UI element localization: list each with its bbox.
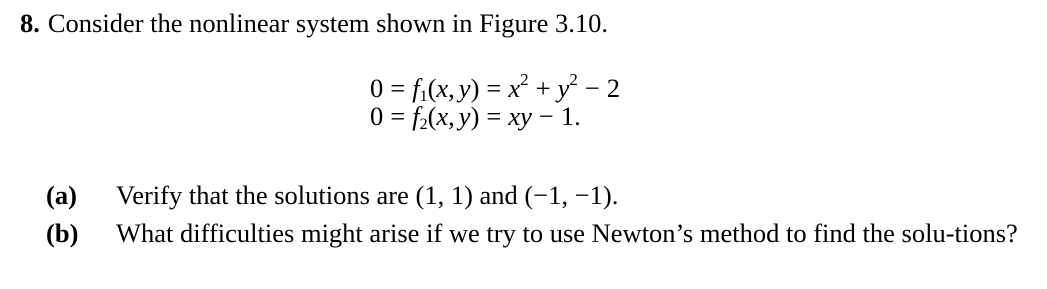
equation-2-func: f (412, 101, 420, 131)
equation-2-rhs: xy − 1. (508, 101, 581, 131)
equation-1-args: (x, y) (427, 73, 480, 103)
problem-block (20, 0, 1030, 289)
equation-2-func-sub: 2 (419, 116, 428, 133)
part-b (46, 216, 1026, 250)
part-a-label: (a) (46, 180, 77, 210)
part-b-label: (b) (46, 218, 79, 248)
part-b-text: What difficulties might arise if we try to use Newton’s method to find the solu-tions? (116, 218, 1018, 248)
part-a (46, 178, 1026, 212)
problem-parts (46, 178, 1026, 254)
part-a-text: Verify that the solutions are (1, 1) and (−1, −1). (116, 180, 619, 210)
equation-1-func: f (412, 73, 420, 103)
equation-2-args: (x, y) (427, 101, 480, 131)
equation-system (370, 62, 620, 134)
equation-1-lhs: 0 (370, 73, 384, 103)
equation-2: $0 = f_2(x$, y) = xy − 1. (370, 101, 581, 133)
equation-1: $0 = f_1(x$, $y) = x^2 + y^2 - 2$ (370, 70, 621, 105)
problem-header (20, 6, 608, 40)
equation-2-lhs: 0 (370, 101, 384, 131)
equation-1-func-sub: 1 (419, 88, 428, 105)
problem-statement: Consider the nonlinear system shown in Figure 3.10. (47, 8, 608, 38)
problem-number: 8. (20, 8, 40, 38)
equation-1-rhs: $x^2 + y^2 - 2$ (508, 70, 621, 103)
